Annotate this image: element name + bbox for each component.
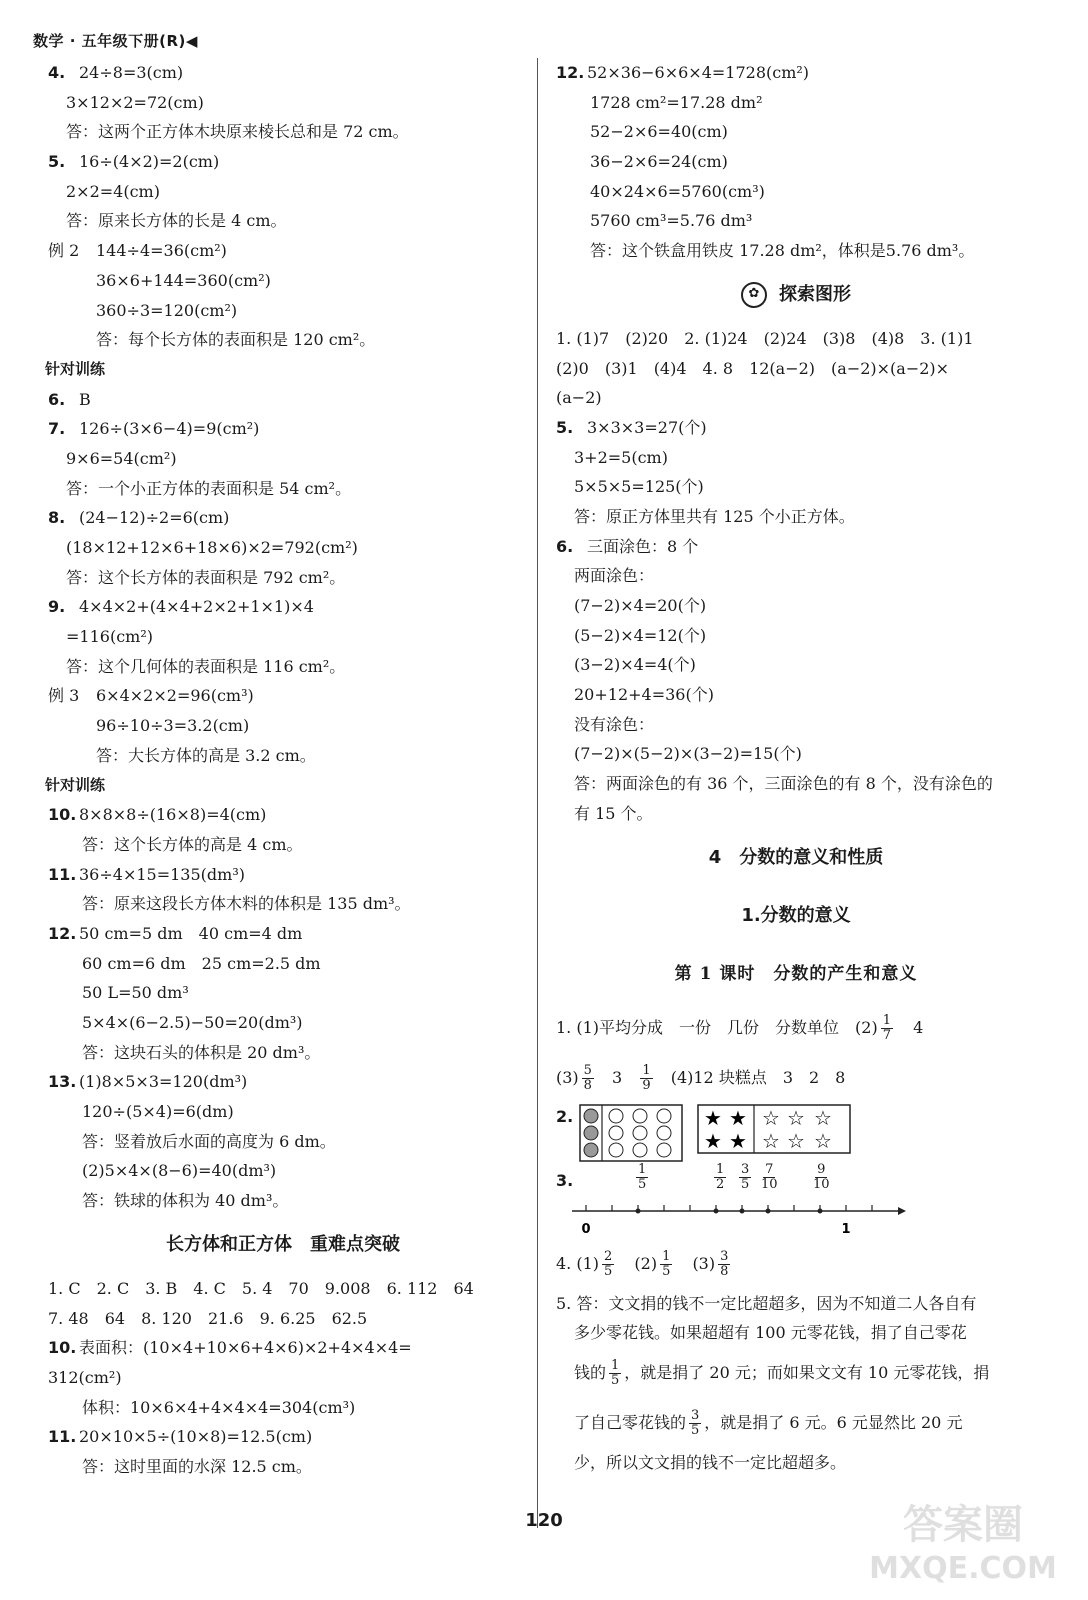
answer-text: 4	[913, 1017, 924, 1037]
example-label: 例 3	[48, 686, 80, 706]
svg-text:☆: ☆	[787, 1105, 805, 1130]
answer-line	[48, 681, 518, 711]
answer-line: (18×12+12×6+18×6)×2=792(cm²)	[66, 538, 358, 557]
svg-text:☆: ☆	[762, 1128, 780, 1153]
item-number: 3.	[556, 1170, 574, 1190]
fraction	[718, 1250, 730, 1279]
answer-line: 答：原来长方体的长是 4 cm。	[66, 211, 287, 231]
fraction	[881, 1014, 893, 1043]
answer-line	[48, 800, 518, 830]
numerator: 3	[691, 1407, 700, 1423]
answer-text: 1. (1)平均分成 一份 几份 分数单位 (2)	[556, 1017, 878, 1037]
answer-text: ，就是捐了 20 元；而如果文文有 10 元零花钱，捐	[624, 1362, 990, 1382]
numerator: 1	[611, 1357, 620, 1373]
numerator: 9	[817, 1161, 826, 1177]
answer-text: ，就是捐了 6 元。6 元显然比 20 元	[704, 1412, 963, 1432]
answer-text: 4. (1)	[556, 1253, 600, 1273]
fraction	[602, 1250, 614, 1279]
fraction	[714, 1163, 726, 1192]
answer-line: 52−2×6=40(cm)	[590, 122, 728, 142]
answer-line: 少，所以文文捐的钱不一定比超超多。	[574, 1452, 847, 1472]
item-number: 9.	[48, 597, 66, 617]
answer-line: 2×2=4(cm)	[66, 181, 160, 201]
answer-line: 答：大长方体的高是 3.2 cm。	[96, 745, 316, 765]
answer-line: 答：这个几何体的表面积是 116 cm²。	[66, 656, 346, 676]
answer-line: (3−2)×4=4(个)	[574, 655, 696, 675]
answer-line: 20+12+4=36(个)	[574, 685, 714, 705]
answer-line: 120÷(5×4)=6(dm)	[82, 1102, 234, 1122]
answer-line	[556, 1348, 1036, 1398]
answer-line: 答：一个小正方体的表面积是 54 cm²。	[66, 478, 352, 498]
answer-line: 答：原来这段长方体木料的体积是 135 dm³。	[82, 894, 411, 914]
answer-text: 52×36−6×6×4=1728(cm²)	[587, 63, 810, 82]
subheading: 针对训练	[45, 359, 106, 378]
tick-label-zero: 0	[581, 1221, 591, 1237]
answer-line: 有 15 个。	[574, 803, 653, 823]
answer-line	[556, 1239, 1036, 1289]
column-divider	[537, 58, 538, 1528]
numerator: 3	[741, 1161, 750, 1177]
denominator: 10	[761, 1176, 778, 1192]
answer-line: 答：这两个正方体木块原来棱长总和是 72 cm。	[66, 122, 409, 142]
watermark-logo	[868, 1490, 1058, 1590]
answer-line	[48, 592, 518, 622]
answer-text: 3×3×3=27(个)	[587, 417, 707, 437]
denominator: 9	[642, 1077, 651, 1093]
answer-line	[556, 1053, 1036, 1103]
svg-text:★: ★	[704, 1105, 722, 1130]
section-title: 长方体和正方体 重难点突破	[166, 1233, 400, 1255]
answer-line: 两面涂色：	[574, 566, 655, 586]
answer-line: 9×6=54(cm²)	[66, 448, 177, 468]
item-number: 11.	[48, 864, 77, 884]
svg-text:★: ★	[704, 1128, 722, 1153]
explore-title-text: 探索图形	[779, 283, 851, 305]
answer-line: 40×24×6=5760(cm³)	[590, 181, 765, 201]
numerator: 2	[604, 1248, 613, 1264]
answer-line: =116(cm²)	[66, 627, 153, 647]
item-number: 8.	[48, 508, 66, 528]
answer-line	[48, 503, 518, 533]
numerator: 3	[720, 1248, 729, 1264]
item-number: 13.	[48, 1072, 77, 1092]
answer-line	[48, 385, 518, 415]
answer-line	[48, 860, 518, 890]
answer-text: 4×4×2+(4×4+2×2+1×1)×4	[79, 597, 314, 617]
answer-text: 钱的	[574, 1362, 607, 1382]
fraction	[636, 1163, 648, 1192]
answer-text: 36÷4×15=135(dm³)	[79, 864, 245, 884]
fraction	[609, 1359, 621, 1388]
answer-line: (7−2)×4=20(个)	[574, 596, 707, 615]
answer-line	[48, 414, 518, 444]
item-number: 6.	[556, 536, 574, 556]
answer-line: 7. 48 64 8. 120 21.6 9. 6.25 62.5	[48, 1308, 368, 1328]
denominator: 7	[882, 1027, 891, 1043]
numerator: 5	[583, 1062, 592, 1078]
numerator: 1	[882, 1012, 891, 1028]
svg-text:☆: ☆	[762, 1105, 780, 1130]
denominator: 2	[716, 1176, 725, 1192]
figure-q2	[556, 1103, 1036, 1165]
answer-line	[48, 58, 518, 88]
answer-text: B	[79, 389, 91, 409]
answer-line: 答：两面涂色的有 36 个，三面涂色的有 8 个，没有涂色的	[574, 774, 993, 794]
answer-line: (2)0 (3)1 (4)4 4. 8 12(a−2) (a−2)×(a−2)×	[556, 358, 950, 378]
circle-grid	[584, 1109, 671, 1157]
answer-line: 312(cm²)	[48, 1367, 122, 1387]
answer-text: 表面积：(10×4+10×6+4×6)×2+4×4×4=	[79, 1338, 412, 1358]
denominator: 8	[720, 1263, 729, 1279]
svg-text:★: ★	[729, 1128, 747, 1153]
item-number: 12.	[556, 63, 585, 82]
tick-label-one: 1	[841, 1221, 851, 1237]
fraction	[739, 1163, 751, 1192]
answer-line	[48, 1422, 518, 1452]
answer-line: 360÷3=120(cm²)	[96, 300, 238, 320]
answer-text: (1)8×5×3=120(dm³)	[79, 1072, 248, 1092]
answer-text: 16÷(4×2)=2(cm)	[79, 152, 220, 172]
page-header: 数学 · 五年级下册(R)◀	[33, 32, 198, 50]
answer-line: (a−2)	[556, 388, 602, 408]
star-grid	[704, 1106, 832, 1153]
svg-text:★: ★	[729, 1105, 747, 1130]
answer-text: (3)	[692, 1253, 716, 1273]
svg-text:☆: ☆	[814, 1128, 832, 1153]
answer-line	[48, 1067, 518, 1097]
denominator: 5	[611, 1372, 620, 1388]
answer-line: (2)5×4×(8−6)=40(dm³)	[82, 1161, 277, 1181]
figure-q3	[556, 1161, 1036, 1239]
fraction	[689, 1409, 701, 1438]
left-column	[45, 58, 518, 1482]
denominator: 5	[604, 1263, 613, 1279]
fraction	[813, 1163, 830, 1192]
item-number: 5.	[48, 152, 66, 172]
answer-text: 24÷8=3(cm)	[79, 63, 184, 82]
lesson-title: 第 1 课时 分数的产生和意义	[674, 963, 918, 984]
denominator: 8	[583, 1077, 592, 1093]
fraction	[660, 1250, 672, 1279]
answer-line: 答：原正方体里共有 125 个小正方体。	[574, 506, 855, 526]
numerator: 1	[642, 1062, 651, 1078]
answer-line: 多少零花钱。如果超超有 100 元零花钱，捐了自己零花	[574, 1323, 967, 1343]
answer-line: 5760 cm³=5.76 dm³	[590, 211, 753, 231]
answer-text: (24−12)÷2=6(cm)	[79, 508, 230, 528]
answer-line: 5×5×5=125(个)	[574, 477, 704, 497]
answer-text: 144÷4=36(cm²)	[96, 241, 227, 261]
answer-line: 答：这个铁盒用铁皮 17.28 dm²，体积是5.76 dm³。	[590, 241, 975, 261]
answer-line: 1. C 2. C 3. B 4. C 5. 4 70 9.008 6. 112 64	[48, 1278, 474, 1298]
answer-text: 三面涂色：8 个	[587, 536, 699, 556]
denominator: 5	[691, 1422, 700, 1438]
answer-line: 没有涂色：	[574, 714, 655, 734]
answer-line	[48, 1333, 518, 1363]
item-number: 10.	[48, 805, 77, 825]
answer-line: 答：每个长方体的表面积是 120 cm²。	[96, 330, 376, 350]
answer-line: 3+2=5(cm)	[574, 447, 668, 467]
answer-line: 体积：10×6×4+4×4×4=304(cm³)	[82, 1397, 356, 1417]
answer-line: 答：这个长方体的高是 4 cm。	[82, 834, 303, 854]
example-label: 例 2	[48, 241, 80, 261]
numerator: 1	[716, 1161, 725, 1177]
chapter-title: 4 分数的意义和性质	[708, 846, 884, 868]
numerator: 7	[765, 1161, 774, 1177]
answer-line: 5. 答：文文捐的钱不一定比超超多，因为不知道二人各自有	[556, 1293, 977, 1313]
subheading: 针对训练	[45, 775, 106, 794]
answer-line	[556, 58, 1036, 88]
answer-line	[556, 532, 1036, 562]
subsection-title: 1.分数的意义	[741, 904, 851, 926]
item-number: 12.	[48, 923, 77, 943]
svg-text:MXQE.COM: MXQE.COM	[869, 1551, 1057, 1586]
explore-section-title	[556, 266, 1036, 324]
answer-line: 36−2×6=24(cm)	[590, 152, 728, 172]
answer-text: 6×4×2×2=96(cm³)	[96, 686, 254, 706]
answer-line: 答：这个长方体的表面积是 792 cm²。	[66, 567, 346, 587]
answer-text: 126÷(3×6−4)=9(cm²)	[79, 419, 260, 439]
numerator: 1	[638, 1161, 647, 1177]
numerator: 1	[662, 1248, 671, 1264]
answer-line	[48, 147, 518, 177]
answer-line	[48, 919, 518, 949]
answer-line: 96÷10÷3=3.2(cm)	[96, 716, 250, 736]
answer-text: 20×10×5÷(10×8)=12.5(cm)	[79, 1427, 313, 1447]
answer-line: 答：这块石头的体积是 20 dm³。	[82, 1042, 321, 1062]
item-number: 10.	[48, 1338, 77, 1358]
denominator: 5	[638, 1176, 647, 1192]
fraction-grid-figure	[578, 1103, 858, 1165]
fraction	[582, 1064, 594, 1093]
answer-line: 答：铁球的体积为 40 dm³。	[82, 1191, 289, 1211]
answer-line: 60 cm=6 dm 25 cm=2.5 dm	[82, 953, 321, 973]
answer-line: 3×12×2=72(cm)	[66, 92, 204, 112]
answer-text: 3	[612, 1067, 623, 1087]
answer-line	[556, 1398, 1036, 1448]
answer-line: 1. (1)7 (2)20 2. (1)24 (2)24 (3)8 (4)8 3. (1)1	[556, 328, 974, 348]
answer-text: 了自己零花钱的	[574, 1412, 687, 1432]
item-number: 11.	[48, 1427, 77, 1447]
answer-line: 50 L=50 dm³	[82, 983, 189, 1003]
svg-text:答案圈: 答案圈	[903, 1502, 1023, 1548]
answer-text: (2)	[634, 1253, 658, 1273]
item-number: 6.	[48, 389, 66, 409]
item-number: 4.	[48, 63, 66, 82]
answer-line	[556, 1003, 1036, 1053]
page-number: 120	[525, 1510, 563, 1531]
answer-line: 36×6+144=360(cm²)	[96, 270, 271, 290]
answer-line: 答：这时里面的水深 12.5 cm。	[82, 1456, 312, 1476]
answer-line: (5−2)×4=12(个)	[574, 625, 707, 645]
answer-line: 答：竖着放后水面的高度为 6 dm。	[82, 1131, 336, 1151]
item-number: 7.	[48, 419, 66, 439]
answer-text: 8×8×8÷(16×8)=4(cm)	[79, 805, 267, 825]
denominator: 5	[662, 1263, 671, 1279]
sprout-icon: ✿	[741, 282, 767, 308]
answer-line: 1728 cm²=17.28 dm²	[590, 92, 763, 112]
answer-line: 5×4×(6−2.5)−50=20(dm³)	[82, 1013, 303, 1032]
denominator: 5	[741, 1176, 750, 1192]
svg-text:☆: ☆	[787, 1128, 805, 1153]
item-number: 2.	[556, 1106, 574, 1126]
item-number: 5.	[556, 417, 574, 437]
right-column	[556, 58, 1036, 1478]
answer-line	[556, 413, 1036, 443]
number-line	[568, 1161, 908, 1239]
answer-line	[48, 236, 518, 266]
fraction	[761, 1163, 778, 1192]
denominator: 10	[813, 1176, 830, 1192]
answer-text: (4)12 块糕点 3 2 8	[670, 1067, 846, 1087]
fraction	[640, 1064, 652, 1093]
svg-text:☆: ☆	[814, 1105, 832, 1130]
answer-text: 50 cm=5 dm 40 cm=4 dm	[79, 923, 303, 943]
answer-line: (7−2)×(5−2)×(3−2)=15(个)	[574, 744, 802, 764]
answer-text: (3)	[556, 1067, 579, 1087]
